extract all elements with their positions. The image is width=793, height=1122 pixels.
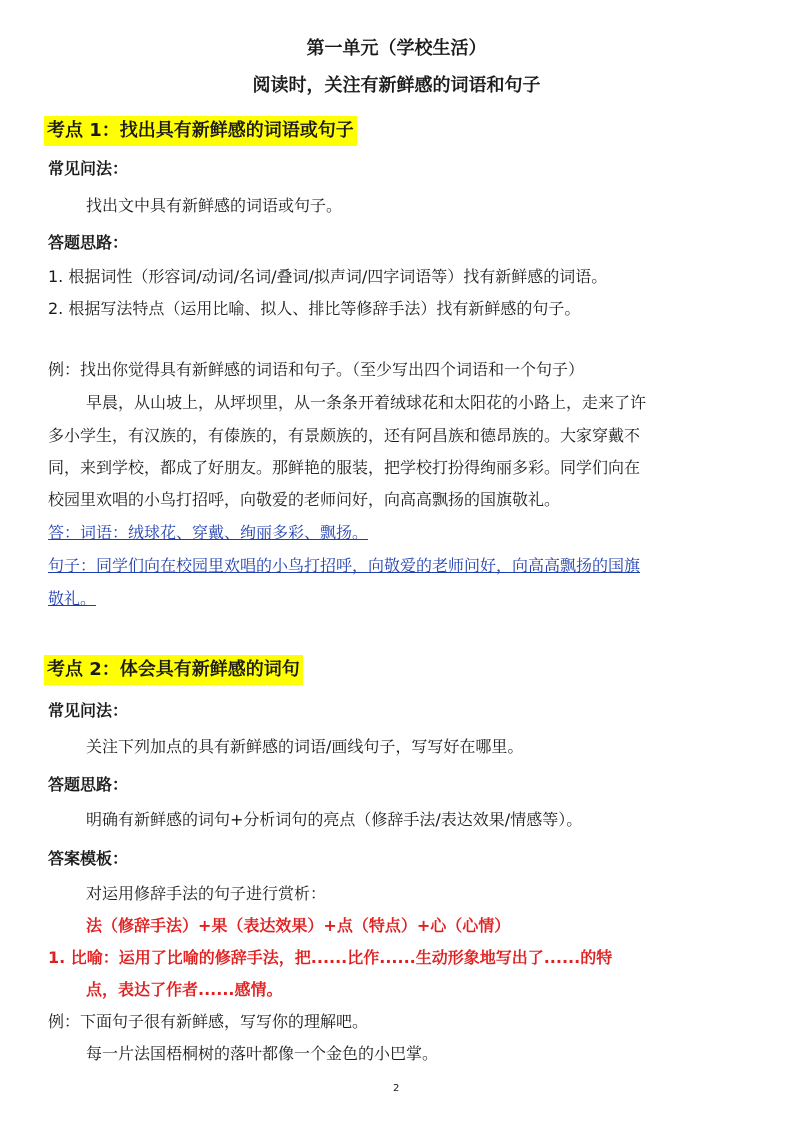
answer-sentence-line-2: 敬礼。 <box>48 589 97 608</box>
passage-line-1: 早晨，从山坡上，从坪坝里，从一条条开着绒球花和太阳花的小路上，走来了许 <box>86 393 647 412</box>
section2-question-label: 常见问法： <box>48 701 129 720</box>
section1-idea-label: 答题思路： <box>48 233 129 252</box>
section2-example-question: 例：下面句子很有新鲜感，写写你的理解吧。 <box>48 1012 369 1031</box>
page-subtitle: 阅读时，关注有新鲜感的词语和句子 <box>252 75 541 96</box>
section2-template-label: 答案模板： <box>48 849 129 868</box>
passage-line-2: 多小学生，有汉族的，有傣族的，有景颇族的，还有阿昌族和德昂族的。大家穿戴不 <box>48 426 641 445</box>
section1-heading: 考点 1：找出具有新鲜感的词语或句子 <box>44 116 357 146</box>
answer-sentence-line-1: 句子：同学们向在校园里欢唱的小鸟打招呼，向敬爱的老师问好，向高高飘扬的国旗 <box>48 556 641 575</box>
section2-idea-text: 明确有新鲜感的词句+分析词句的亮点（修辞手法/表达效果/情感等）。 <box>86 810 583 829</box>
section2-template-intro: 对运用修辞手法的句子进行赏析： <box>86 884 327 903</box>
section1-idea-2: 2. 根据写法特点（运用比喻、拟人、排比等修辞手法）找有新鲜感的句子。 <box>48 299 581 318</box>
template-rule-line-1: 1. 比喻：运用了比喻的修辞手法，把......比作......生动形象地写出了......的特 <box>48 948 613 967</box>
section2-question-text: 关注下列加点的具有新鲜感的词语/画线句子，写写好在哪里。 <box>86 737 524 756</box>
section2-example-text: 每一片法国梧桐树的落叶都像一个金色的小巴掌。 <box>86 1044 439 1063</box>
template-formula: 法（修辞手法）+果（表达效果）+点（特点）+心（心情） <box>86 916 511 935</box>
section1-idea-1: 1. 根据词性（形容词/动词/名词/叠词/拟声词/四字词语等）找有新鲜感的词语。 <box>48 267 608 286</box>
section1-question-text: 找出文中具有新鲜感的词语或句子。 <box>86 196 343 215</box>
page-title: 第一单元（学校生活） <box>306 38 487 59</box>
passage-line-3: 同，来到学校，都成了好朋友。那鲜艳的服装，把学校打扮得绚丽多彩。同学们向在 <box>48 458 641 477</box>
section1-example-question: 例：找出你觉得具有新鲜感的词语和句子。（至少写出四个词语和一个句子） <box>48 360 585 379</box>
section2-heading: 考点 2：体会具有新鲜感的词句 <box>44 655 303 685</box>
page-number: 2 <box>393 1083 400 1094</box>
passage-line-4: 校园里欢唱的小鸟打招呼，向敬爱的老师问好，向高高飘扬的国旗敬礼。 <box>48 490 561 509</box>
template-rule-line-2: 点，表达了作者......感情。 <box>86 980 283 999</box>
section2-idea-label: 答题思路： <box>48 775 129 794</box>
answer-words: 答：词语：绒球花、穿戴、绚丽多彩、飘扬。 <box>48 523 369 542</box>
section1-question-label: 常见问法： <box>48 159 129 178</box>
